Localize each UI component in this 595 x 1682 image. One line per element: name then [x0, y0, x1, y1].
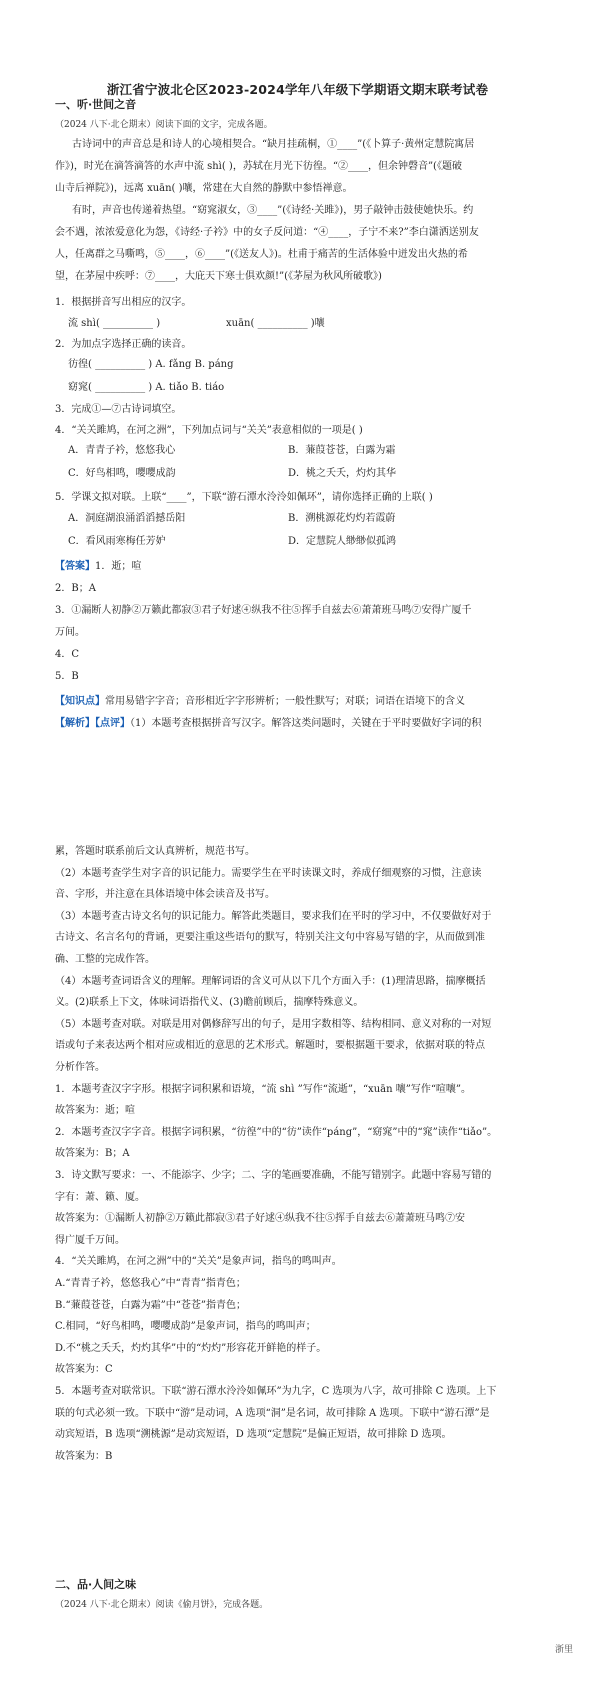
- answer-line: 万间。: [55, 627, 85, 638]
- question-2: 2．为加点字选择正确的读音。: [55, 339, 192, 350]
- analysis-line: 得广厦千万间。: [55, 1234, 125, 1246]
- analysis-first-text: （1）本题考查根据拼音写汉字。解答这类问题时，关键在于平时要做好字词的积: [130, 718, 482, 729]
- analysis-line: 5．本题考查对联常识。下联“游石潭水泠泠如佩环”为九字，C 选项为八字，故可排除 C 选项。上下: [55, 1386, 497, 1397]
- question-4: 4．“关关雎鸠，在河之洲”，下列加点词与“关关”表意相似的一项是( ): [55, 425, 363, 436]
- analysis-label: 【解析】: [55, 718, 95, 729]
- section-heading: 二、品·人间之味: [55, 1578, 137, 1591]
- analysis-line: 动宾短语，B 选项“溯桃源”是动宾短语，D 选项“定慧院”是偏正短语，故可排除 D 选项。: [55, 1429, 452, 1441]
- analysis-line: 确、工整的完成作答。: [55, 954, 155, 965]
- question-5-option: A．洞庭湖浪涌滔滔撼岳阳: [68, 513, 186, 524]
- analysis-line: 故答案为：逝；喧: [55, 1105, 135, 1117]
- analysis-line: （2）本题考查学生对字音的识记能力。需要学生在平时读课文时，养成仔细观察的习惯，注意读: [55, 867, 482, 879]
- analysis-line: （3）本题考查古诗文名句的识记能力。解答此类题目，要求我们在平时的学习中，不仅要做好对于: [55, 910, 492, 922]
- question-5-option: D．定慧院人缈缈似孤鸿: [288, 536, 397, 547]
- analysis-line: 故答案为：B；A: [55, 1148, 130, 1160]
- question-2-item-a: 彷徨( __________ ) A. fǎng B. páng: [68, 359, 234, 370]
- question-4-option: B．蒹葭苍苍，白露为霜: [288, 445, 396, 456]
- passage-line: 会不遇，浓浓爱意化为怨，《诗经·子衿》中的女子反问道：“④____，子宁不来?”李白潇洒送别友: [55, 227, 479, 238]
- analysis-line: 分析作答。: [55, 1062, 105, 1073]
- analysis-line: （5）本题考查对联。对联是用对偶修辞写出的句子，是用字数相等、结构相同、意义对称的一对短: [55, 1018, 492, 1030]
- analysis-line: 1．本题考查汉字字形。根据字词积累和语境，“流 shì ”写作“流逝”，“xuān 嚷”写作“喧嚷”。: [55, 1083, 472, 1095]
- passage-line: 有时，声音也传递着热望。“窈窕淑女，③____”(《诗经·关雎》)，男子敲钟击鼓使她快乐。约: [72, 205, 474, 216]
- analysis-line: 字有：萧、籁、厦。: [55, 1191, 145, 1203]
- answer-line: [55, 560, 141, 574]
- passage-line: 古诗词中的声音总是和诗人的心境相契合。“缺月挂疏桐，①____”(《卜算子·黄州定慧院寓居: [72, 139, 475, 150]
- analysis-line: D.不“桃之夭夭，灼灼其华”中的“灼灼”形容花开鲜艳的样子。: [55, 1342, 327, 1354]
- knowledge-text: 常用易错字字音；音形相近字字形辨析；一般性默写；对联；词语在语境下的含义: [105, 696, 465, 707]
- analysis-line: 4．“关关雎鸠，在河之洲”中的“关关”是象声词，指鸟的鸣叫声。: [55, 1256, 342, 1268]
- analysis-line: 故答案为：B: [55, 1450, 113, 1462]
- source-note: （2024 八下·北仑期末）阅读下面的文字，完成各题。: [55, 120, 273, 130]
- answer-text: 1．逝；喧: [95, 561, 142, 572]
- passage-line: 山寺后禅院》)，远离 xuān( )嚷，常建在大自然的静默中参悟禅意。: [55, 183, 353, 194]
- source-note: （2024 八下·北仑期末）阅读《偷月饼》，完成各题。: [55, 1600, 269, 1610]
- question-5-option: C．看风雨寒梅任芳妒: [68, 536, 166, 547]
- question-2-item-b: 窈窕( __________ ) A. tiǎo B. tiáo: [68, 382, 225, 393]
- question-1-blank-b: xuān( __________ )嚷: [226, 318, 325, 329]
- page-title: 浙江省宁波北仑区2023-2024学年八年级下学期语文期末联考试卷: [106, 82, 489, 97]
- analysis-line: 联的句式必须一致。下联中“游”是动词，A 选项“洞”是名词，故可排除 A 选项。下联中“游石潭”是: [55, 1407, 490, 1419]
- passage-line: 人，任离群之马嘶鸣，⑤____，⑥____”(《送友人》)。杜甫于痛苦的生活体验中迸发出火热的希: [55, 249, 468, 260]
- section-heading: 一、听·世间之音: [55, 98, 137, 111]
- question-5-option: B．溯桃源花灼灼若霞蔚: [288, 513, 396, 524]
- passage-line: 望，在茅屋中疾呼：⑦____，大庇天下寒士俱欢颜!”(《茅屋为秋风所破歌》): [55, 271, 382, 282]
- analysis-line: 2．本题考查汉字字音。根据字词积累，“彷徨”中的“彷”读作“páng”，“窈窕”中的“窕”读作“tiǎo”。: [55, 1126, 498, 1138]
- knowledge-label: 【知识点】: [55, 696, 105, 707]
- question-3: 3．完成①—⑦古诗词填空。: [55, 404, 182, 415]
- analysis-line: A.“青青子衿，悠悠我心”中“青青”指青色；: [55, 1278, 246, 1289]
- analysis-line: 故答案为：①漏断人初静②万籁此都寂③君子好逑④纵我不往⑤挥手自兹去⑥萧萧班马鸣⑦安: [55, 1213, 465, 1225]
- answer-label: 【答案】: [55, 561, 95, 572]
- knowledge-line: [55, 695, 465, 709]
- question-4-option: D．桃之夭夭，灼灼其华: [288, 468, 397, 479]
- analysis-line: （4）本题考查词语含义的理解。理解词语的含义可从以下几个方面入手：(1)理清思路，揣摩概括: [55, 975, 486, 987]
- question-4-option: A．青青子衿，悠悠我心: [68, 445, 176, 456]
- analysis-line: 语或句子来表达两个相对应或相近的意思的艺术形式。解题时，要根据题干要求，依据对联的特点: [55, 1040, 485, 1052]
- analysis-line: 义。(2)联系上下文，体味词语指代义、(3)瞻前顾后，揣摩特殊意义。: [55, 997, 364, 1009]
- comment-label: 【点评】: [95, 718, 130, 729]
- analysis-line: 音、字形，并注意在具体语境中体会读音及书写。: [55, 889, 275, 901]
- answer-line: 5．B: [55, 671, 79, 682]
- analysis-line: B.“蒹葭苍苍，白露为霜”中“苍苍”指青色；: [55, 1299, 246, 1311]
- answer-line: 4．C: [55, 649, 80, 660]
- analysis-line: 3．诗文默写要求：一、不能添字、少字；二、字的笔画要准确，不能写错别字。此题中容易写错的: [55, 1170, 492, 1181]
- passage-line: 作》)，时光在滴答滴答的水声中流 shì( )，苏轼在月光下彷徨。“②____，但余钟磬音”(《题破: [55, 161, 462, 172]
- question-4-option: C．好鸟相鸣，嘤嘤成韵: [68, 468, 176, 479]
- analysis-line: 累，答题时联系前后文认真辨析，规范书写。: [55, 846, 255, 857]
- answer-line: 2．B；A: [55, 583, 96, 594]
- answer-line: 3．①漏断人初静②万籁此都寂③君子好逑④纵我不往⑤挥手自兹去⑥萧萧班马鸣⑦安得广厦千: [55, 605, 472, 616]
- question-5: 5．学课文拟对联。上联“____”，下联“游石潭水泠泠如佩环”，请你选择正确的上联( ): [55, 492, 433, 503]
- analysis-line: 古诗文、名言名句的背诵，更要注重这些语句的默写，特别关注文句中容易写错的字，从而做到准: [55, 932, 485, 944]
- footer-label: 浙里: [554, 1645, 573, 1655]
- question-1-blank-a: 流 shì( __________ ): [68, 318, 161, 329]
- question-1: 1．根据拼音写出相应的汉字。: [55, 297, 192, 308]
- analysis-first-line: [55, 717, 481, 731]
- analysis-line: C.相同，“好鸟相鸣，嘤嘤成韵”是象声词，指鸟的鸣叫声；: [55, 1321, 316, 1333]
- analysis-line: 故答案为：C: [55, 1364, 113, 1376]
